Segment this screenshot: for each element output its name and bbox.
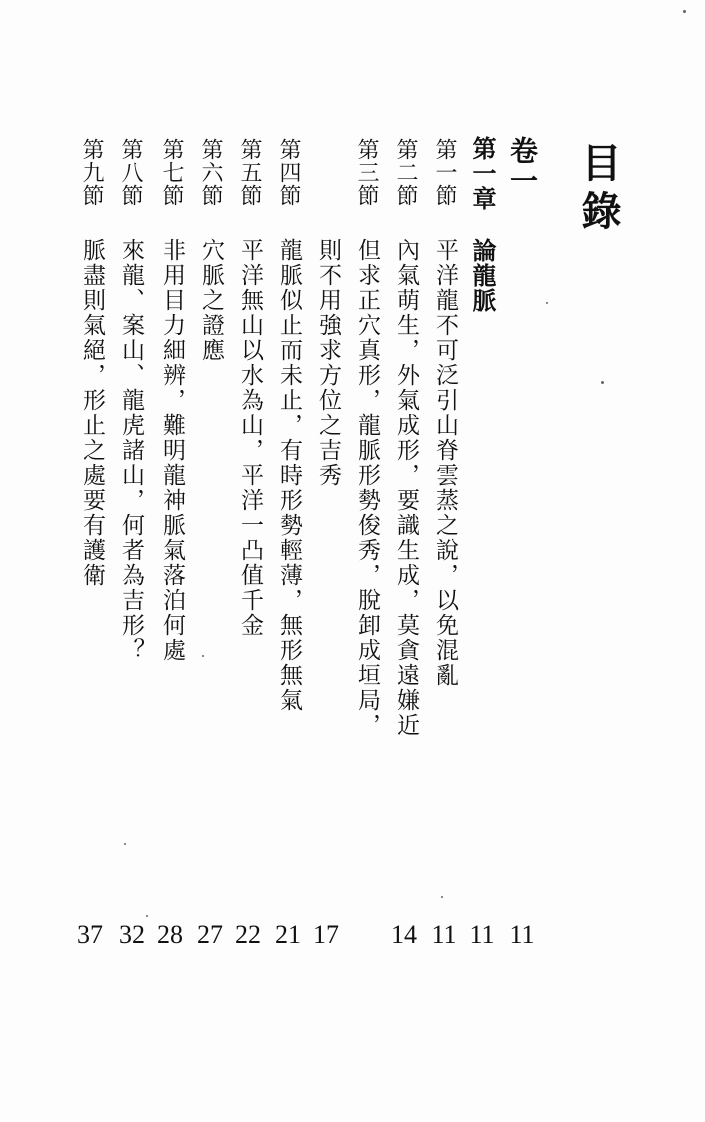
section-7-page-number: 28 bbox=[157, 920, 183, 949]
chapter-title: 論龍脈 bbox=[468, 238, 497, 313]
section-4-page-number: 21 bbox=[275, 920, 301, 949]
section-7-title: 非用目力細辨，難明龍神脈氣落泊何處 bbox=[159, 238, 185, 663]
section-5-title: 平洋無山以水為山，平洋一凸值千金 bbox=[237, 238, 263, 638]
chapter-page-number: 11 bbox=[509, 920, 535, 949]
toc-title: 目錄 bbox=[575, 142, 622, 238]
section-2-title: 內氣萌生，外氣成形，要識生成，莫貪遠嫌近 bbox=[393, 238, 419, 738]
section-8-title: 來龍、案山、龍虎諸山，何者為吉形？ bbox=[118, 238, 144, 663]
section-9-label: 第九節 bbox=[79, 138, 104, 207]
scan-speck bbox=[202, 655, 204, 657]
section-2-label: 第二節 bbox=[393, 138, 418, 207]
section-1-label: 第一節 bbox=[432, 138, 457, 207]
section-3-continuation-page-number: 17 bbox=[313, 920, 339, 949]
scan-speck bbox=[546, 302, 548, 304]
section-3-page-number: 14 bbox=[391, 920, 417, 949]
section-3-label: 第三節 bbox=[354, 138, 379, 207]
section-6-title: 穴脈之證應 bbox=[198, 238, 224, 363]
section-5-page-number: 22 bbox=[235, 920, 261, 949]
section-2-page-number: 11 bbox=[431, 920, 457, 949]
scan-speck bbox=[683, 10, 686, 13]
section-6-label: 第六節 bbox=[198, 138, 223, 207]
scan-speck bbox=[146, 915, 148, 917]
chapter-label: 第一章 bbox=[468, 136, 497, 211]
section-6-page-number: 27 bbox=[197, 920, 223, 949]
section-8-page-number: 32 bbox=[119, 920, 145, 949]
volume-label: 卷一 bbox=[506, 136, 539, 196]
section-9-page-number: 37 bbox=[77, 920, 103, 949]
section-9-title: 脈盡則氣絕，形止之處要有護衛 bbox=[79, 238, 105, 588]
scan-speck bbox=[441, 896, 443, 898]
section-3-title: 但求正穴真形，龍脈形勢俊秀，脫卸成垣局， bbox=[354, 238, 380, 738]
section-7-label: 第七節 bbox=[159, 138, 184, 207]
section-3-continuation: 則不用強求方位之吉秀 bbox=[315, 238, 341, 488]
section-1-title: 平洋龍不可泛引山脊雲蒸之說，以免混亂 bbox=[432, 238, 458, 688]
section-1-page-number: 11 bbox=[469, 920, 495, 949]
section-8-label: 第八節 bbox=[118, 138, 143, 207]
section-5-label: 第五節 bbox=[237, 138, 262, 207]
section-4-label: 第四節 bbox=[276, 138, 301, 207]
section-4-title: 龍脈似止而未止，有時形勢輕薄，無形無氣 bbox=[276, 238, 302, 713]
scan-speck bbox=[601, 381, 604, 384]
scan-speck bbox=[124, 843, 126, 845]
